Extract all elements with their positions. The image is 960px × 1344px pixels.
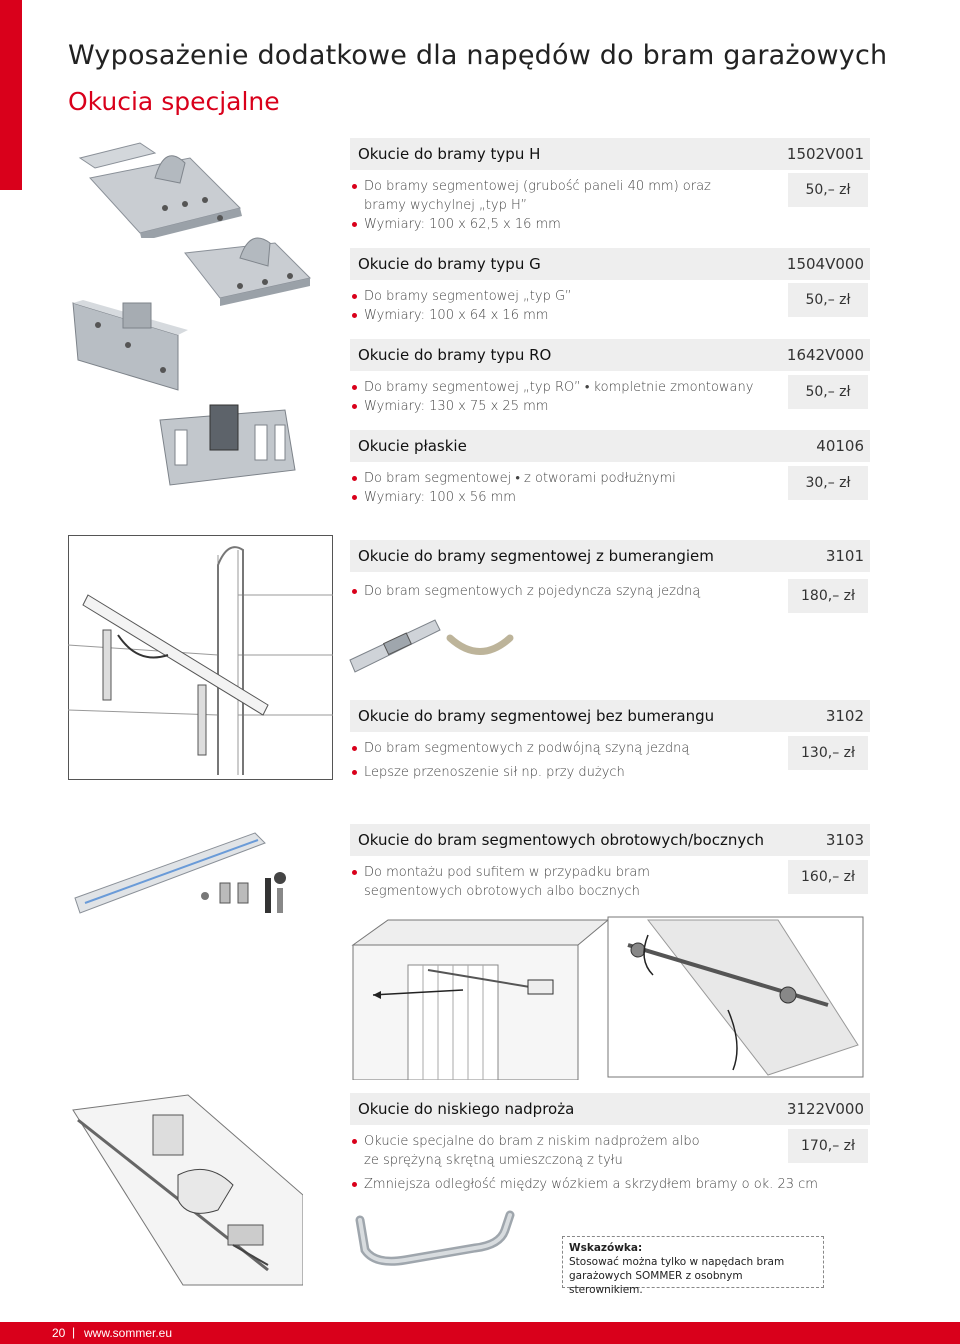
price-box: 50,– zł bbox=[788, 173, 868, 207]
product-bullet: Do bramy segmentowej (grubość paneli 40 mm) oraz bramy wychylnej „typ H” bbox=[350, 177, 730, 215]
product-bullet: Do bramy segmentowej „typ G” bbox=[350, 287, 870, 306]
red-edge-tab bbox=[0, 0, 22, 190]
low-header-diagram bbox=[68, 1090, 303, 1290]
door-diagram-boomerang bbox=[68, 535, 333, 780]
product-bullet: Wymiary: 100 x 62,5 x 16 mm bbox=[350, 215, 870, 234]
product-bullet: Okucie specjalne do bram z niskim nadprożem albo ze sprężyną skrętną umieszczoną z tyłu bbox=[350, 1132, 700, 1170]
product-block bbox=[350, 430, 870, 522]
footer-url[interactable]: www.sommer.eu bbox=[84, 1326, 173, 1340]
price-box: 30,– zł bbox=[788, 466, 868, 500]
product-header bbox=[350, 540, 870, 572]
rail-parts-image bbox=[70, 828, 340, 928]
product-header bbox=[350, 138, 870, 170]
price-box: 130,– zł bbox=[788, 736, 868, 770]
product-code: 40106 bbox=[816, 437, 864, 455]
price-box: 180,– zł bbox=[788, 579, 868, 613]
price-box: 50,– zł bbox=[788, 283, 868, 317]
product-bullet: Lepsze przenoszenie sił np. przy dużych bbox=[350, 763, 870, 782]
product-bullet: Wymiary: 100 x 64 x 16 mm bbox=[350, 306, 870, 325]
product-code: 3122V000 bbox=[786, 1100, 864, 1118]
product-block bbox=[350, 824, 870, 916]
product-bullet: Do bram segmentowych z podwójną szyną jezdną bbox=[350, 739, 870, 758]
product-block bbox=[350, 339, 870, 431]
page-title: Wyposażenie dodatkowe dla napędów do bram garażowych bbox=[68, 40, 888, 71]
product-block bbox=[350, 248, 870, 340]
price-box: 160,– zł bbox=[788, 860, 868, 894]
product-code: 3102 bbox=[825, 707, 864, 725]
page-subtitle: Okucia specjalne bbox=[68, 87, 280, 116]
product-bullet: Do bram segmentowej • z otworami podłużnymi bbox=[350, 469, 870, 488]
product-bullet: Zmniejsza odległość między wózkiem a skrzydłem bramy o ok. 23 cm bbox=[350, 1175, 870, 1194]
page-footer bbox=[0, 1322, 960, 1344]
product-name: Okucie do bramy typu H bbox=[358, 145, 541, 163]
product-name: Okucie do bramy typu RO bbox=[358, 346, 552, 364]
product-code: 1502V001 bbox=[786, 145, 864, 163]
fitting-h-image bbox=[70, 138, 250, 238]
bent-arm-image bbox=[345, 1210, 525, 1280]
product-code: 3101 bbox=[825, 547, 864, 565]
product-name: Okucie do bram segmentowych obrotowych/bocznych bbox=[358, 831, 764, 849]
page-number: 20 bbox=[52, 1326, 66, 1340]
product-code: 3103 bbox=[825, 831, 864, 849]
product-code: 1642V000 bbox=[786, 346, 864, 364]
price-box: 170,– zł bbox=[788, 1129, 868, 1163]
product-header bbox=[350, 824, 870, 856]
product-bullet: Do bramy segmentowej „typ RO” • kompletnie zmontowany bbox=[350, 378, 870, 397]
product-name: Okucie płaskie bbox=[358, 437, 467, 455]
product-header bbox=[350, 430, 870, 462]
product-bullet: Do montażu pod sufitem w przypadku bram segmentowych obrotowych albo bocznych bbox=[350, 863, 730, 901]
product-code: 1504V000 bbox=[786, 255, 864, 273]
product-block bbox=[350, 1093, 870, 1215]
product-bullet: Do bram segmentowych z pojedyncza szyną jezdną bbox=[350, 582, 870, 601]
product-block bbox=[350, 700, 870, 792]
footer-separator: | bbox=[72, 1325, 76, 1339]
door-diagram-rotating bbox=[348, 915, 868, 1080]
product-name: Okucie do bramy typu G bbox=[358, 255, 541, 273]
product-name: Okucie do bramy segmentowej bez bumerangu bbox=[358, 707, 715, 725]
price-box: 50,– zł bbox=[788, 375, 868, 409]
flat-fitting-image bbox=[155, 400, 300, 495]
product-header bbox=[350, 1093, 870, 1125]
boomerang-parts-image bbox=[345, 610, 520, 680]
hint-note bbox=[562, 1236, 824, 1296]
fitting-ro-image bbox=[68, 295, 198, 395]
product-bullet: Wymiary: 130 x 75 x 25 mm bbox=[350, 397, 870, 416]
product-bullet: Wymiary: 100 x 56 mm bbox=[350, 488, 870, 507]
product-block bbox=[350, 138, 870, 250]
product-header bbox=[350, 700, 870, 732]
hint-title: Wskazówka: bbox=[569, 1242, 643, 1254]
product-header bbox=[350, 339, 870, 371]
product-header bbox=[350, 248, 870, 280]
hint-text: Stosować można tylko w napędach bram garażowych SOMMER z osobnym sterownikiem. bbox=[569, 1256, 785, 1296]
product-name: Okucie do niskiego nadproża bbox=[358, 1100, 575, 1118]
fitting-g-image bbox=[180, 228, 320, 308]
product-name: Okucie do bramy segmentowej z bumerangiem bbox=[358, 547, 714, 565]
